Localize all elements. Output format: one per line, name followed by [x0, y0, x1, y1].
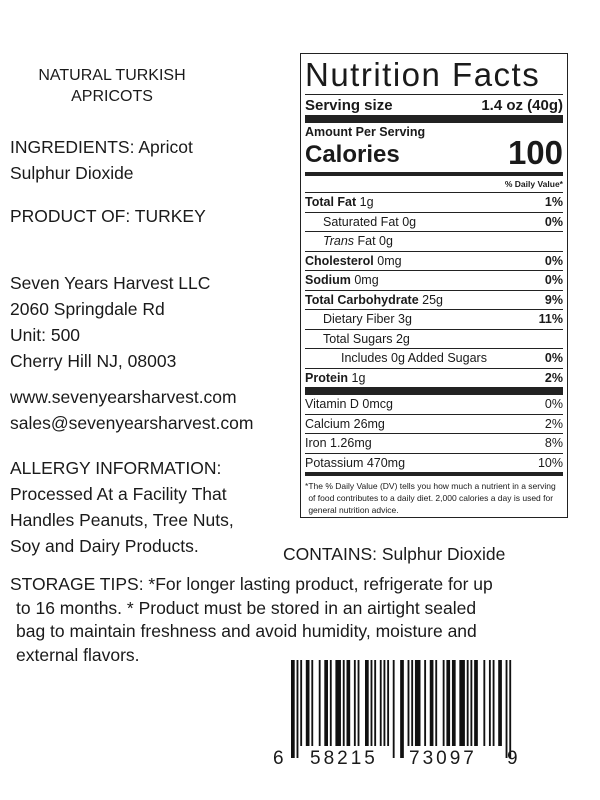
barcode-bar: [330, 660, 332, 746]
address-line: Unit: 500: [10, 325, 81, 345]
barcode-bar: [459, 660, 465, 746]
website-link[interactable]: www.sevenyearsharvest.com: [10, 387, 237, 407]
nutrient-dv: 11%: [538, 312, 563, 327]
nutrient-label: Vitamin D 0mcg: [305, 397, 393, 412]
nutrient-row-added-sugars: [305, 348, 563, 368]
nutrition-facts-panel: [300, 53, 568, 518]
ingredients-line-1: INGREDIENTS: Apricot: [10, 137, 193, 157]
allergy-information: [10, 455, 234, 559]
nutrition-facts-title: Nutrition Facts: [305, 56, 541, 93]
nutrient-amount: 1g: [359, 195, 374, 210]
ingredients: [10, 134, 193, 186]
nutrient-label: Cholesterol: [305, 253, 374, 268]
product-origin: PRODUCT OF: TURKEY: [10, 206, 206, 226]
amount-per-serving: Amount Per Serving: [305, 125, 426, 139]
nutrient-label: Includes 0g Added Sugars: [341, 351, 487, 366]
calories-row: [305, 134, 563, 171]
barcode-bar: [371, 660, 373, 746]
allergy-line: Soy and Dairy Products.: [10, 536, 199, 556]
nutrient-dv: 0%: [544, 214, 563, 229]
nutrient-dv: 1%: [544, 195, 563, 210]
nutrient-dv: 10%: [537, 455, 563, 470]
contact-info: [10, 384, 253, 436]
barcode-bar: [306, 660, 310, 746]
calories-value: 100: [507, 134, 563, 171]
nutrient-label: Dietary Fiber 3g: [323, 312, 412, 327]
barcode-digits-left: 58215: [310, 748, 378, 769]
barcode-bar: [408, 660, 410, 746]
thick-divider: [305, 115, 563, 123]
address-line: Cherry Hill NJ, 08003: [10, 351, 177, 371]
nutrient-row-trans-fat: [305, 231, 563, 251]
nutrient-row-dietary-fiber: [305, 309, 563, 329]
barcode-bar: [354, 660, 356, 746]
nutrient-row-sodium: [305, 270, 563, 290]
nutrient-dv: 0%: [544, 351, 563, 366]
nutrient-label: Total Fat: [305, 195, 357, 210]
nutrient-label: Potassium 470mg: [305, 455, 406, 470]
barcode-bar: [411, 660, 413, 746]
barcode-bar: [506, 660, 508, 758]
barcode-bar: [483, 660, 485, 746]
storage-tips: [10, 573, 558, 667]
nutrient-dv: 0%: [544, 273, 563, 288]
barcode-bar: [424, 660, 426, 746]
storage-line: to 16 months. * Product must be stored in an airtight sealed: [16, 597, 477, 618]
nutrient-row-total-fat: [305, 192, 563, 212]
product-name-line-1: NATURAL TURKISH: [38, 67, 186, 84]
daily-value-header: % Daily Value*: [504, 179, 563, 189]
product-name: [8, 65, 216, 107]
nutrient-label: Saturated Fat 0g: [323, 214, 417, 229]
product-name-line-2: APRICOTS: [71, 88, 153, 105]
nutrient-dv: 2%: [544, 416, 563, 431]
barcode-bar: [387, 660, 389, 746]
serving-size-label: Serving size: [305, 96, 393, 114]
address-line: Seven Years Harvest LLC: [10, 273, 211, 293]
barcode-bar: [291, 660, 295, 758]
barcode-bar: [489, 660, 491, 746]
barcode-bar: [467, 660, 469, 746]
nutrient-label: Sodium: [305, 273, 351, 288]
barcode-bar: [509, 660, 511, 758]
barcode-bar: [374, 660, 376, 746]
barcode-bar: [380, 660, 382, 746]
nutrient-row-protein: [305, 368, 563, 388]
allergy-line: Processed At a Facility That: [10, 484, 227, 504]
nutrient-amount: 25g: [422, 292, 444, 307]
barcode-bar: [365, 660, 369, 746]
storage-line: external flavors.: [16, 644, 140, 665]
barcode-bar: [400, 660, 404, 758]
nutrient-dv: 2%: [544, 370, 563, 385]
email-link[interactable]: sales@sevenyearsharvest.com: [10, 413, 254, 433]
nutrient-dv: 0%: [544, 397, 563, 412]
nutrient-dv: 9%: [544, 292, 563, 307]
barcode-bar: [470, 660, 472, 746]
nutrient-row-total-sugars: [305, 329, 563, 349]
nutrient-row-potassium: [305, 453, 563, 473]
calories-label: Calories: [305, 141, 400, 168]
barcode-bar: [452, 660, 456, 746]
nutrient-label: Total Sugars 2g: [323, 331, 410, 346]
barcode-bar: [384, 660, 386, 746]
serving-size-row: [305, 95, 563, 115]
barcode-bar: [311, 660, 313, 746]
barcode-bar: [324, 660, 328, 746]
barcode-bar: [498, 660, 502, 746]
nutrient-label-italic: Trans: [323, 234, 355, 249]
barcode-bar: [343, 660, 345, 746]
nutrient-dv: 0%: [544, 253, 563, 268]
allergy-heading: ALLERGY INFORMATION:: [10, 458, 222, 478]
barcode-bar: [335, 660, 341, 746]
barcode-bar: [493, 660, 495, 746]
nutrient-amount: 1g: [351, 370, 366, 385]
nutrient-amount: 0mg: [354, 273, 379, 288]
nutrient-label: Fat 0g: [357, 234, 393, 249]
barcode-digits-right: 73097: [409, 748, 477, 769]
storage-line: STORAGE TIPS: *For longer lasting product, refrigerate for up: [10, 574, 493, 594]
barcode-bar: [446, 660, 450, 746]
serving-size-value: 1.4 oz (40g): [481, 96, 563, 114]
barcode-bar: [393, 660, 395, 758]
nutrient-amount: 0mg: [377, 253, 402, 268]
nutrient-row-cholesterol: [305, 251, 563, 271]
barcode-digit-first: 6: [273, 748, 284, 769]
upc-barcode: [291, 660, 513, 758]
company-address: [10, 270, 210, 374]
footnote-asterisk: *: [305, 481, 309, 491]
nutrient-label: Protein: [305, 370, 349, 385]
barcode-bar: [474, 660, 478, 746]
nutrient-row-iron: [305, 433, 563, 453]
barcode-bar: [347, 660, 351, 746]
nutrient-label: Total Carbohydrate: [305, 292, 419, 307]
barcode-bar: [358, 660, 360, 746]
storage-line: bag to maintain freshness and avoid humidity, moisture and: [16, 621, 477, 641]
footnote-text: The % Daily Value (DV) tells you how much a nutrient in a serving of food contributes to a daily diet. 2,000 calories a day is used for general nutrition advice.: [308, 481, 556, 515]
barcode-bar: [319, 660, 321, 746]
barcode-bars: [291, 660, 513, 758]
nutrient-label: Calcium 26mg: [305, 416, 385, 431]
barcode-bar: [300, 660, 302, 746]
address-line: 2060 Springdale Rd: [10, 299, 165, 319]
nutrient-row-saturated-fat: [305, 212, 563, 232]
barcode-digit-last: 9: [507, 748, 518, 769]
contains-statement: CONTAINS: Sulphur Dioxide: [283, 544, 506, 564]
nutrient-row-total-carbohydrate: [305, 290, 563, 310]
daily-value-footnote: [305, 476, 563, 516]
nutrient-row-calcium: [305, 414, 563, 434]
allergy-line: Handles Peanuts, Tree Nuts,: [10, 510, 234, 530]
barcode-bar: [443, 660, 445, 746]
nutrient-row-vitamin-d: [305, 395, 563, 414]
ingredients-line-2: Sulphur Dioxide: [10, 163, 134, 183]
barcode-bar: [415, 660, 421, 746]
nutrient-dv: 8%: [544, 436, 563, 451]
barcode-bar: [430, 660, 434, 746]
thick-divider: [305, 387, 563, 395]
barcode-bar: [435, 660, 437, 746]
barcode-bar: [297, 660, 299, 758]
nutrient-label: Iron 1.26mg: [305, 436, 372, 451]
